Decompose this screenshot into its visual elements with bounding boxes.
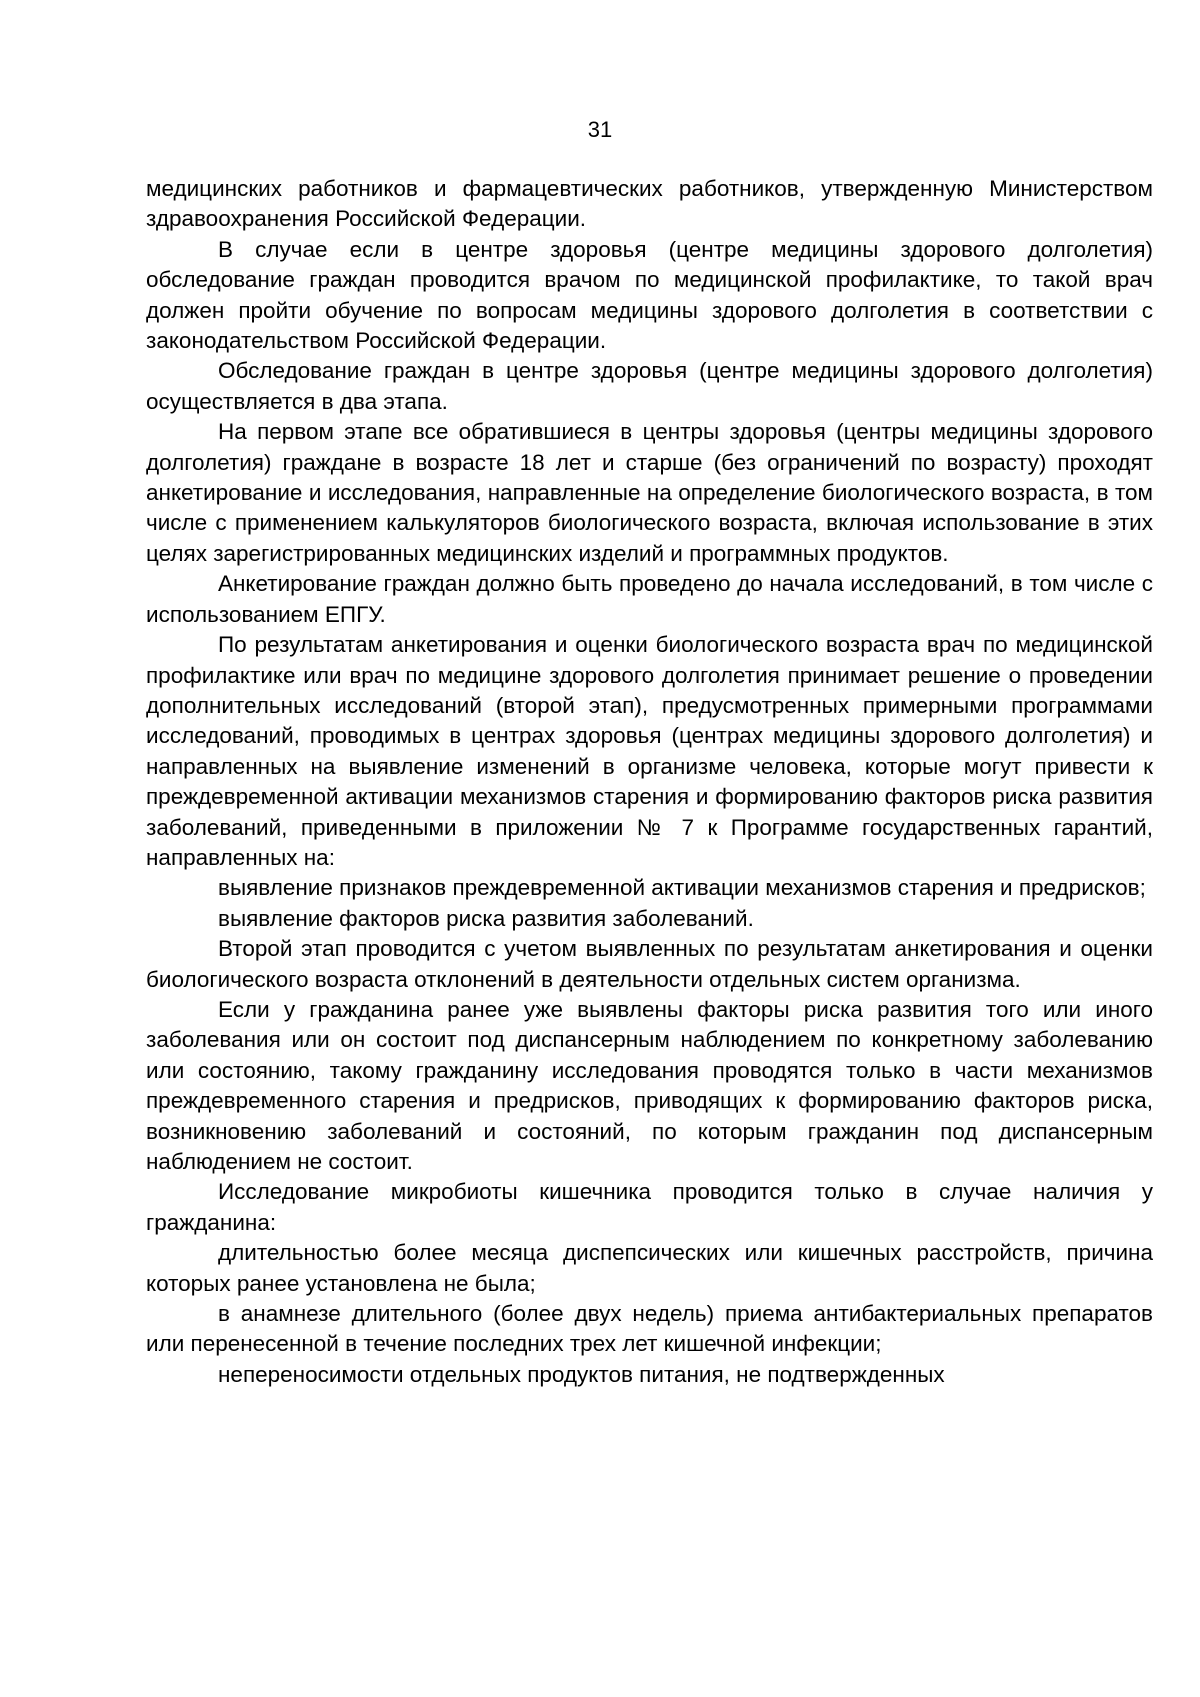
page-number: 31 <box>587 117 613 142</box>
paragraph: По результатам анкетирования и оценки биологического возраста врач по медицинской профилактике или врач по медицине здорового долголетия принимает решение о проведении дополнительных исследований (второй этап), предусмотренных примерными программами исследований, проводимых в центрах здоровья (центрах медицины здорового долголетия) и направленных на выявление изменений в организме человека, которые могут привести к преждевременной активации механизмов старения и формированию факторов риска развития заболеваний, приведенными в приложении № 7 к Программе государственных гарантий, направленных на: <box>146 632 1153 870</box>
paragraph: В случае если в центре здоровья (центре медицины здорового долголетия) обследование граждан проводится врачом по медицинской профилактике, то такой врач должен пройти обучение по вопросам медицины здорового долголетия в соответствии с законодательством Российской Федерации. <box>146 236 1153 354</box>
document-body <box>146 174 1153 1390</box>
list-item: непереносимости отдельных продуктов питания, не подтвержденных <box>218 1361 945 1387</box>
list-item: выявление признаков преждевременной активации механизмов старения и предрисков; <box>218 875 1146 901</box>
paragraph: На первом этапе все обратившиеся в центры здоровья (центры медицины здорового долголетия) граждане в возрасте 18 лет и старше (без ограничений по возрасту) проходят анкетирование и исследования, направленные на определение биологического возраста, в том числе с применением калькуляторов биологического возраста, включая использование в этих целях зарегистрированных медицинских изделий и программных продуктов. <box>146 419 1153 566</box>
paragraph: Анкетирование граждан должно быть проведено до начала исследований, в том числе с использованием ЕПГУ. <box>146 571 1153 627</box>
paragraph: Второй этап проводится с учетом выявленных по результатам анкетирования и оценки биологического возраста отклонений в деятельности отдельных систем организма. <box>146 936 1153 992</box>
paragraph: Исследование микробиоты кишечника проводится только в случае наличия у гражданина: <box>146 1179 1153 1235</box>
list-item: в анамнезе длительного (более двух недель) приема антибактериальных препаратов или перенесенной в течение последних трех лет кишечной инфекции; <box>146 1301 1153 1357</box>
list-item: длительностью более месяца диспепсических или кишечных расстройств, причина которых ранее установлена не была; <box>146 1240 1153 1296</box>
list-item: выявление факторов риска развития заболеваний. <box>218 905 754 931</box>
paragraph: Обследование граждан в центре здоровья (центре медицины здорового долголетия) осуществляется в два этапа. <box>146 358 1153 414</box>
paragraph-continuation: медицинских работников и фармацевтических работников, утвержденную Министерством здравоохранения Российской Федерации. <box>146 176 1153 232</box>
paragraph: Если у гражданина ранее уже выявлены факторы риска развития того или иного заболевания или он состоит под диспансерным наблюдением по конкретному заболеванию или состоянию, такому гражданину исследования проводятся только в части механизмов преждевременного старения и предрисков, приводящих к формированию факторов риска, возникновению заболеваний и состояний, по которым гражданин под диспансерным наблюдением не состоит. <box>146 996 1153 1174</box>
